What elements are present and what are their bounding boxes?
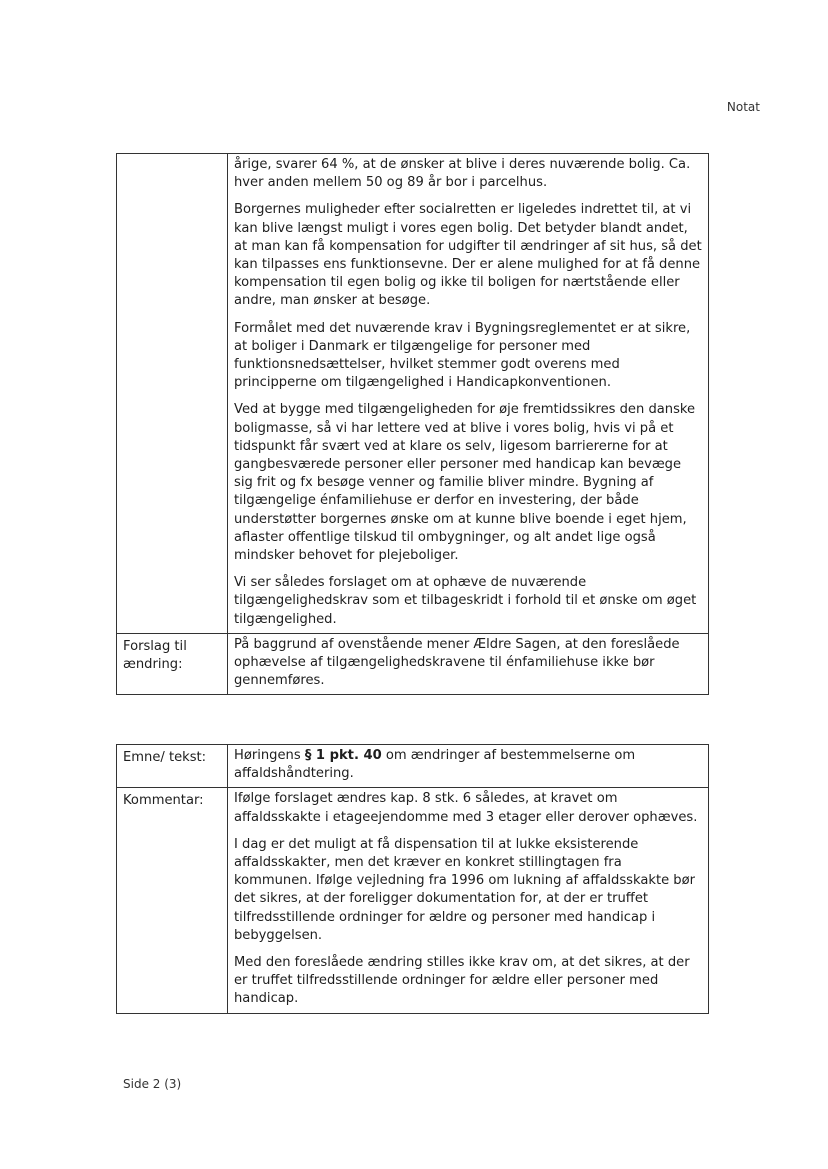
row-label	[117, 154, 228, 634]
paragraph: årige, svarer 64 %, at de ønsker at blive i deres nuværende bolig. Ca. hver anden mellem 50 og 89 år bor i parcelhus.	[234, 157, 691, 191]
paragraph: På baggrund af ovenstående mener Ældre Sagen, at den foreslåede ophævelse af tilgængelighedskravene til énfamiliehuse ikke bør gennemføres.	[234, 636, 680, 689]
row-label: Emne/ tekst:	[117, 745, 228, 788]
table-row	[117, 788, 709, 1013]
row-content	[228, 745, 709, 788]
table-row	[117, 633, 709, 695]
row-label: Kommentar:	[117, 788, 228, 1013]
row-content	[228, 154, 709, 634]
table-row	[117, 745, 709, 788]
paragraph: Borgernes muligheder efter socialretten er ligeledes indrettet til, at vi kan blive længst muligt i vores egen bolig. Det betyder blandt andet, at man kan få kompensation for udgifter til ændringer af sit hus, så det kan tilpasses ens funktionsevne. Der er alene mulighed for at få denne kompensation til egen bolig og ikke til boligen for nærtstående eller andre, man ønsker at besøge.	[234, 202, 702, 309]
paragraph: Ifølge forslaget ændres kap. 8 stk. 6 således, at kravet om affaldsskakte i etageejendomme med 3 etager eller derover ophæves.	[234, 791, 698, 825]
paragraph: Ved at bygge med tilgængeligheden for øje fremtidssikres den danske boligmasse, så vi har lettere ved at blive i vores bolig, hvis vi på et tidspunkt får svært ved at klare os selv, ligesom barriererne for at gangbesværede personer eller personer med handicap kan bevæge sig frit og fx besøge venner og familie bliver mindre. Bygning af tilgængelige énfamiliehuse er derfor en investering, der både understøtter borgernes ønske om at kunne blive boende i eget hjem, aflaster offentlige tilskud til ombygninger, og alt andet lige også mindsker behovet for plejeboliger.	[234, 402, 696, 564]
section-reference: § 1 pkt. 40	[304, 748, 382, 763]
paragraph: Vi ser således forslaget om at ophæve de nuværende tilgængelighedskrav som et tilbageskridt i forhold til et ønske om øget tilgængelighed.	[234, 575, 697, 627]
text-segment: om ændringer af bestemmelserne om affaldshåndtering.	[234, 748, 636, 782]
paragraph: Formålet med det nuværende krav i Bygningsreglementet er at sikre, at boliger i Danmark er tilgængelige for personer med funktionsnedsættelser, hvilket stemmer godt overens med principperne om tilgængelighed i Handicapkonventionen.	[234, 320, 691, 391]
row-label: Forslag til ændring:	[117, 633, 228, 695]
row-content	[228, 788, 709, 1013]
text-segment: Høringens	[234, 748, 305, 763]
comment-table-tilgaengelighed	[116, 153, 709, 695]
page-number: Side 2 (3)	[123, 1077, 182, 1091]
paragraph: Med den foreslåede ændring stilles ikke krav om, at det sikres, at der er truffet tilfredsstillende ordninger for ældre eller personer med handicap.	[234, 955, 690, 1007]
row-content	[228, 633, 709, 695]
paragraph: I dag er det muligt at få dispensation til at lukke eksisterende affaldsskakter, men det kræver en konkret stillingtagen fra kommunen. Ifølge vejledning fra 1996 om lukning af affaldsskakte bør det sikres, at der foreligger dokumentation for, at der er truffet tilfredsstillende ordninger for ældre og personer med handicap i bebyggelsen.	[234, 836, 696, 943]
paragraph	[234, 747, 702, 783]
comment-table-affaldsskakte	[116, 744, 709, 1014]
document-type-label: Notat	[726, 100, 760, 114]
table-row	[117, 154, 709, 634]
